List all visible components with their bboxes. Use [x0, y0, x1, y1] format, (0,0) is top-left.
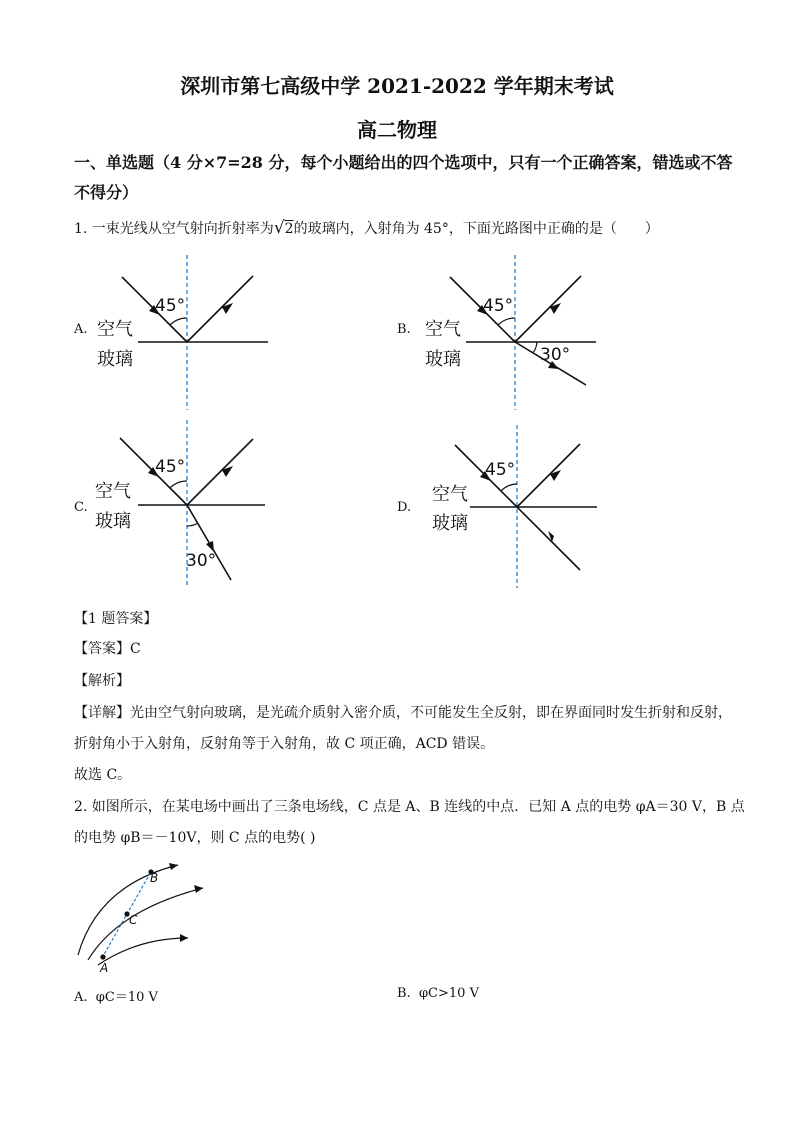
q2-option-a-text: φC＝10 V [95, 990, 158, 1005]
angle-arc [498, 318, 515, 325]
glass-label: 玻璃 [95, 511, 131, 532]
point-b-label: B [150, 871, 159, 885]
glass-label: 玻璃 [425, 349, 461, 370]
angle-45-label: 45° [483, 296, 514, 316]
option-d-diagram [425, 425, 610, 590]
section-heading: 一、单选题（4 分×7=28 分，每个小题给出的四个选项中，只有一个正确答案，错选或不答 [74, 153, 733, 172]
question-1-stem [74, 218, 659, 238]
field-line-3-arrow [180, 934, 188, 942]
q2-option-b-text: φC>10 V [418, 986, 479, 1001]
analysis-tag: 【解析】 [74, 673, 130, 689]
section-heading-cont: 不得分） [74, 183, 139, 202]
question-1-stem-start: 1. 一束光线从空气射向折射率为 [74, 221, 274, 237]
field-line-1 [78, 865, 178, 955]
reflected-ray [187, 276, 253, 342]
sqrt-value: 2 [284, 221, 294, 237]
angle-45-label: 45° [155, 457, 186, 477]
option-d-label: D. [397, 500, 412, 515]
angle-arc [501, 484, 517, 491]
q2-option-b-letter: B. [397, 986, 411, 1001]
glass-label: 玻璃 [432, 513, 468, 534]
field-line-3 [98, 938, 188, 965]
option-c-label: C. [74, 500, 88, 515]
sqrt-symbol: √ [273, 218, 285, 238]
angle-arc-30 [187, 523, 198, 526]
angle-45-label: 45° [155, 296, 186, 316]
angle-45-label: 45° [485, 460, 516, 480]
option-a-label: A. [74, 322, 88, 337]
option-c-diagram [90, 420, 280, 590]
air-label: 空气 [432, 484, 468, 505]
angle-arc [170, 318, 187, 325]
air-label: 空气 [97, 319, 133, 340]
angle-30-label: 30° [186, 551, 217, 571]
answer-line: 【答案】C [74, 641, 141, 657]
field-line-2 [88, 888, 203, 960]
field-line-2-arrow [194, 885, 203, 893]
option-b-diagram [418, 255, 608, 415]
angle-arc-30 [533, 342, 537, 353]
air-label: 空气 [425, 319, 461, 340]
q2-option-a [74, 986, 158, 1005]
reflected-ray [187, 439, 253, 505]
angle-30-label: 30° [540, 345, 571, 365]
page-subtitle: 高二物理 [357, 118, 437, 142]
detail-line-2: 折射角小于入射角，反射角等于入射角，故 C 项正确，ACD 错误。 [74, 736, 495, 752]
conclusion-line: 故选 C。 [74, 767, 132, 783]
field-line-1-arrow [169, 863, 178, 870]
point-a-dot [100, 954, 105, 959]
air-label: 空气 [95, 481, 131, 502]
q2-option-b [397, 986, 479, 1001]
angle-arc [170, 481, 187, 488]
answer-tag: 【1 题答案】 [74, 611, 158, 627]
option-b-label: B. [397, 322, 411, 337]
point-a-label: A [100, 961, 109, 975]
point-c-label: C [129, 913, 138, 927]
detail-line-1: 【详解】光由空气射向玻璃，是光疏介质射入密介质，不可能发生全反射，即在界面同时发生折射和反射， [74, 705, 732, 721]
option-a-diagram [90, 255, 280, 415]
reflected-ray [515, 276, 581, 342]
question-2-stem-line-2: 的电势 φB＝－10V，则 C 点的电势( ) [74, 830, 316, 846]
question-2-stem-line-1: 2. 如图所示，在某电场中画出了三条电场线，C 点是 A、B 连线的中点．已知 A 点的电势 φA＝30 V，B 点 [74, 799, 745, 815]
question-1-stem-end: 的玻璃内，入射角为 45°，下面光路图中正确的是（ ） [293, 221, 659, 237]
q2-option-a-letter: A. [74, 990, 88, 1005]
glass-label: 玻璃 [97, 349, 133, 370]
page-title: 深圳市第七高级中学 2021-2022 学年期末考试 [180, 74, 614, 98]
electric-field-diagram [68, 860, 208, 975]
reflected-ray [517, 444, 580, 507]
transmitted-ray [517, 507, 580, 570]
